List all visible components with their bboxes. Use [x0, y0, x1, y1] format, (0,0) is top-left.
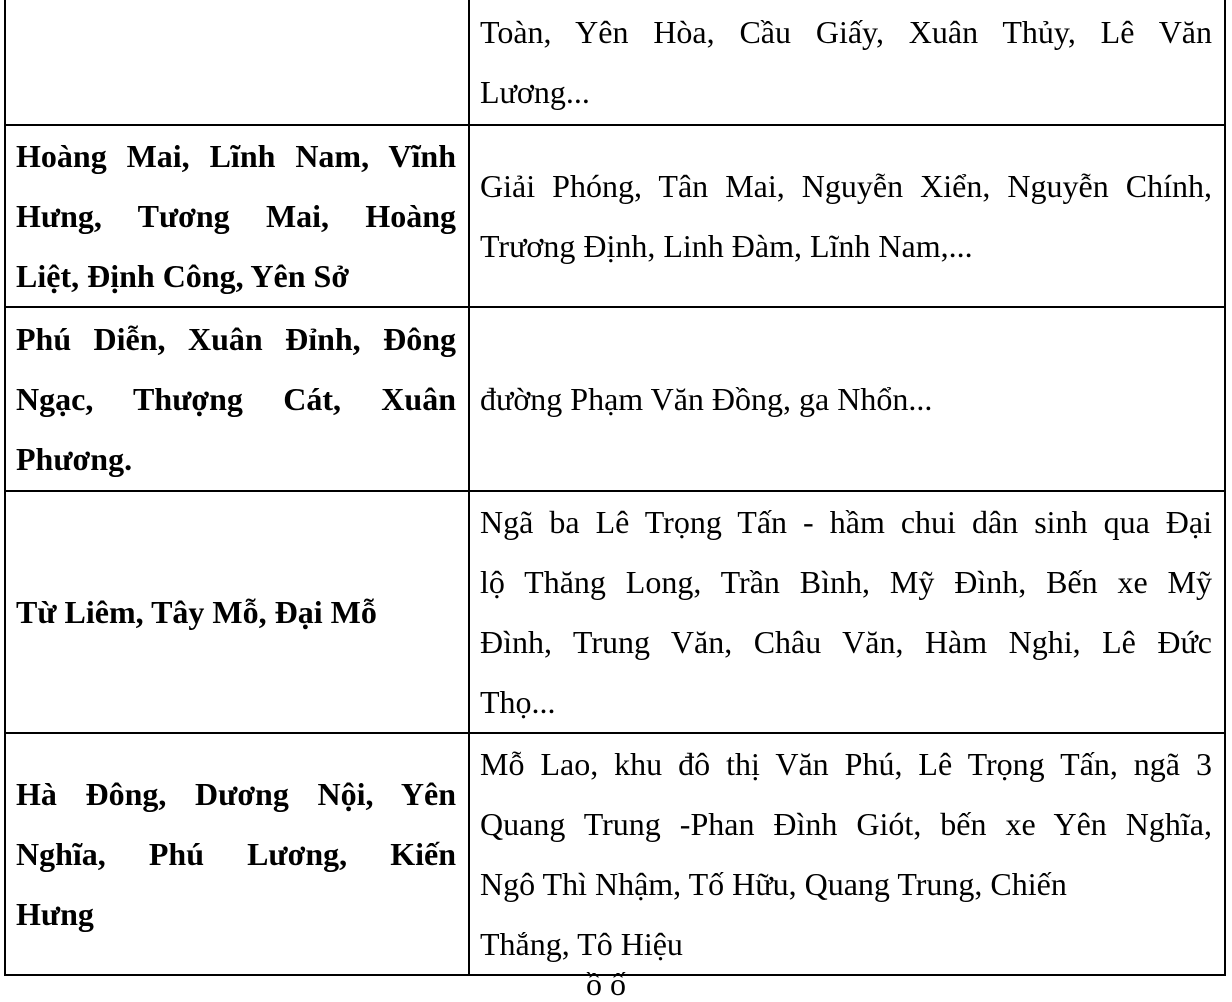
streets-line: đường Phạm Văn Đồng, ga Nhổn...	[480, 381, 933, 417]
streets-line: Lương...	[480, 74, 590, 110]
table-row	[5, 491, 1225, 733]
streets-cell	[469, 491, 1225, 733]
area-line: Hà Đông, Dương Nội, Yên	[16, 776, 456, 812]
area-cell	[5, 0, 469, 125]
area-line: Phương.	[16, 441, 133, 477]
area-line: Ngạc, Thượng Cát, Xuân	[16, 381, 456, 417]
area-line: Liệt, Định Công, Yên Sở	[16, 258, 350, 294]
streets-line: Ngô Thì Nhậm, Tố Hữu, Quang Trung, Chiến	[480, 866, 1067, 902]
streets-line: Ngã ba Lê Trọng Tấn - hầm chui dân sinh qua Đại	[480, 504, 1212, 540]
streets-line: Trương Định, Linh Đàm, Lĩnh Nam,...	[480, 228, 973, 264]
area-line: Từ Liêm, Tây Mỗ, Đại Mỗ	[16, 594, 377, 630]
streets-line: Đình, Trung Văn, Châu Văn, Hàm Nghi, Lê Đức	[480, 624, 1212, 660]
area-cell	[5, 125, 469, 307]
area-cell	[5, 491, 469, 733]
table-row	[5, 125, 1225, 307]
streets-line: Thắng, Tô Hiệu	[480, 926, 683, 962]
streets-cell	[469, 307, 1225, 491]
streets-line: Thọ...	[480, 684, 556, 720]
area-line: Nghĩa, Phú Lương, Kiến	[16, 836, 456, 872]
cropped-text-fragment: ồ ố	[586, 966, 626, 1002]
streets-line: Mỗ Lao, khu đô thị Văn Phú, Lê Trọng Tấn, ngã 3	[480, 746, 1212, 782]
table-row	[5, 733, 1225, 975]
area-cell	[5, 307, 469, 491]
streets-line: Giải Phóng, Tân Mai, Nguyễn Xiển, Nguyễn Chính,	[480, 168, 1212, 204]
streets-line: lộ Thăng Long, Trần Bình, Mỹ Đình, Bến xe Mỹ	[480, 564, 1212, 600]
table-row	[5, 0, 1225, 125]
streets-cell	[469, 125, 1225, 307]
table-row	[5, 307, 1225, 491]
area-line: Phú Diễn, Xuân Đỉnh, Đông	[16, 321, 456, 357]
area-cell	[5, 733, 469, 975]
area-line: Hưng	[16, 896, 94, 932]
streets-cell	[469, 0, 1225, 125]
streets-line: Quang Trung -Phan Đình Giót, bến xe Yên Nghĩa,	[480, 806, 1212, 842]
streets-line: Toàn, Yên Hòa, Cầu Giấy, Xuân Thủy, Lê Văn	[480, 14, 1212, 50]
area-line: Hưng, Tương Mai, Hoàng	[16, 198, 456, 234]
area-line: Hoàng Mai, Lĩnh Nam, Vĩnh	[16, 138, 456, 174]
